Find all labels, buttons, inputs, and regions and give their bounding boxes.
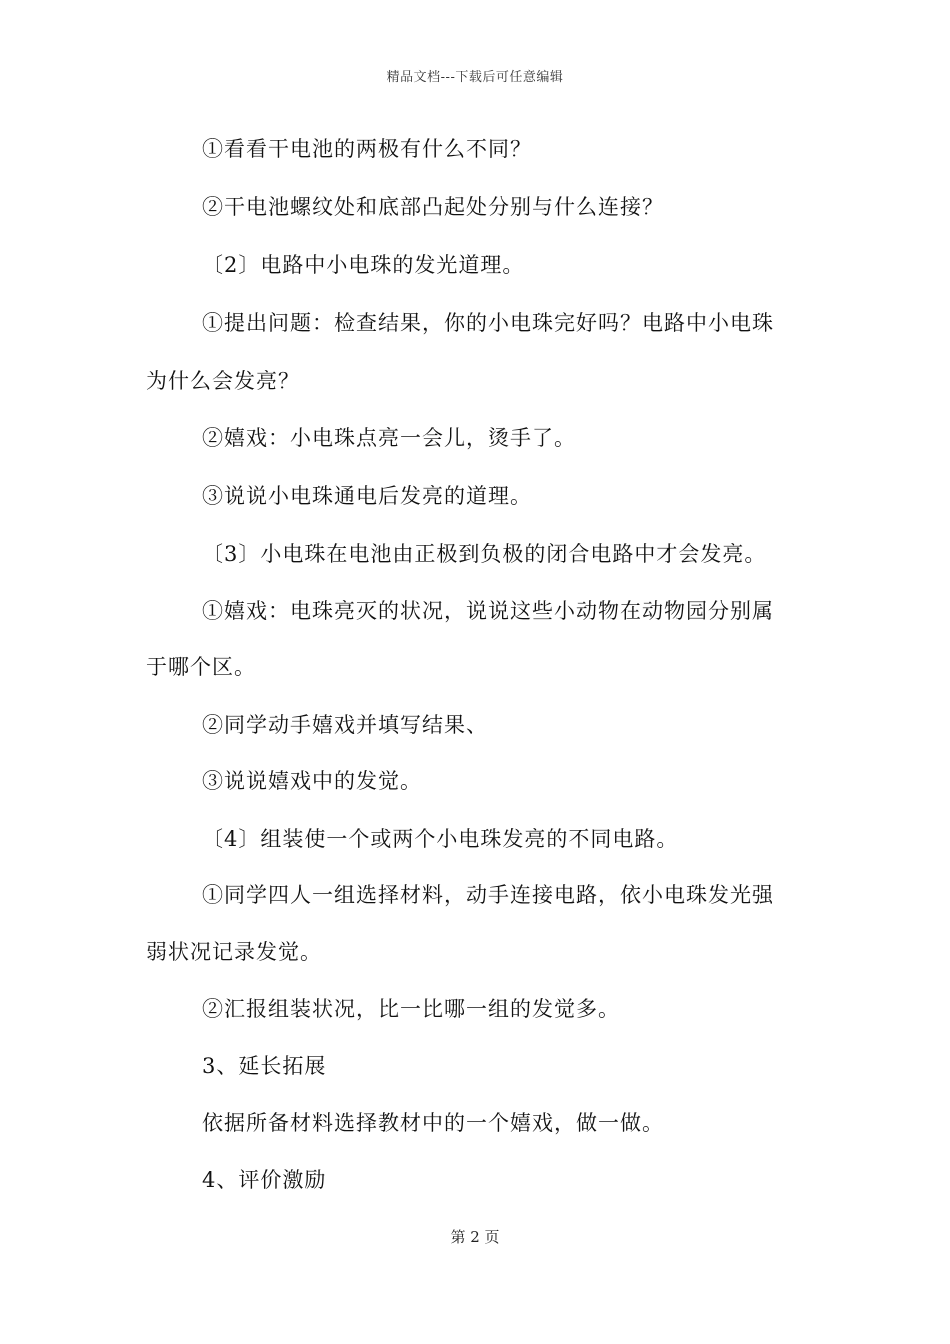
paragraph-line: 弱状况记录发觉。 [146, 940, 322, 964]
section-heading: 3、延长拓展 [202, 1054, 327, 1078]
paragraph-line: 于哪个区。 [146, 655, 256, 679]
paragraph-line: ②同学动手嬉戏并填写结果、 [202, 713, 488, 737]
paragraph-line: ①提出问题：检查结果，你的小电珠完好吗？电路中小电珠 [202, 311, 774, 335]
paragraph-line: ①同学四人一组选择材料，动手连接电路，依小电珠发光强 [202, 883, 774, 907]
paragraph-line: ①看看干电池的两极有什么不同？ [202, 137, 532, 161]
paragraph-line: 〔4〕组装使一个或两个小电珠发亮的不同电路。 [202, 827, 679, 851]
page-number: 第 2 页 [450, 1228, 500, 1246]
paragraph-line: ②嬉戏：小电珠点亮一会儿，烫手了。 [202, 426, 576, 450]
page-header: 精品文档---下载后可任意编辑 [386, 70, 564, 85]
paragraph-line: 〔3〕小电珠在电池由正极到负极的闭合电路中才会发亮。 [202, 542, 767, 566]
paragraph-line: 〔2〕电路中小电珠的发光道理。 [202, 253, 525, 277]
paragraph-line: ②汇报组装状况，比一比哪一组的发觉多。 [202, 997, 620, 1021]
paragraph-line: 为什么会发亮？ [146, 369, 300, 393]
section-heading: 4、评价激励 [202, 1168, 327, 1192]
paragraph-line: ①嬉戏：电珠亮灭的状况，说说这些小动物在动物园分别属 [202, 599, 774, 623]
paragraph-line: ③说说小电珠通电后发亮的道理。 [202, 484, 532, 508]
paragraph-line: 依据所备材料选择教材中的一个嬉戏，做一做。 [202, 1111, 664, 1135]
paragraph-line: ③说说嬉戏中的发觉。 [202, 769, 422, 793]
paragraph-line: ②干电池螺纹处和底部凸起处分别与什么连接？ [202, 195, 664, 219]
